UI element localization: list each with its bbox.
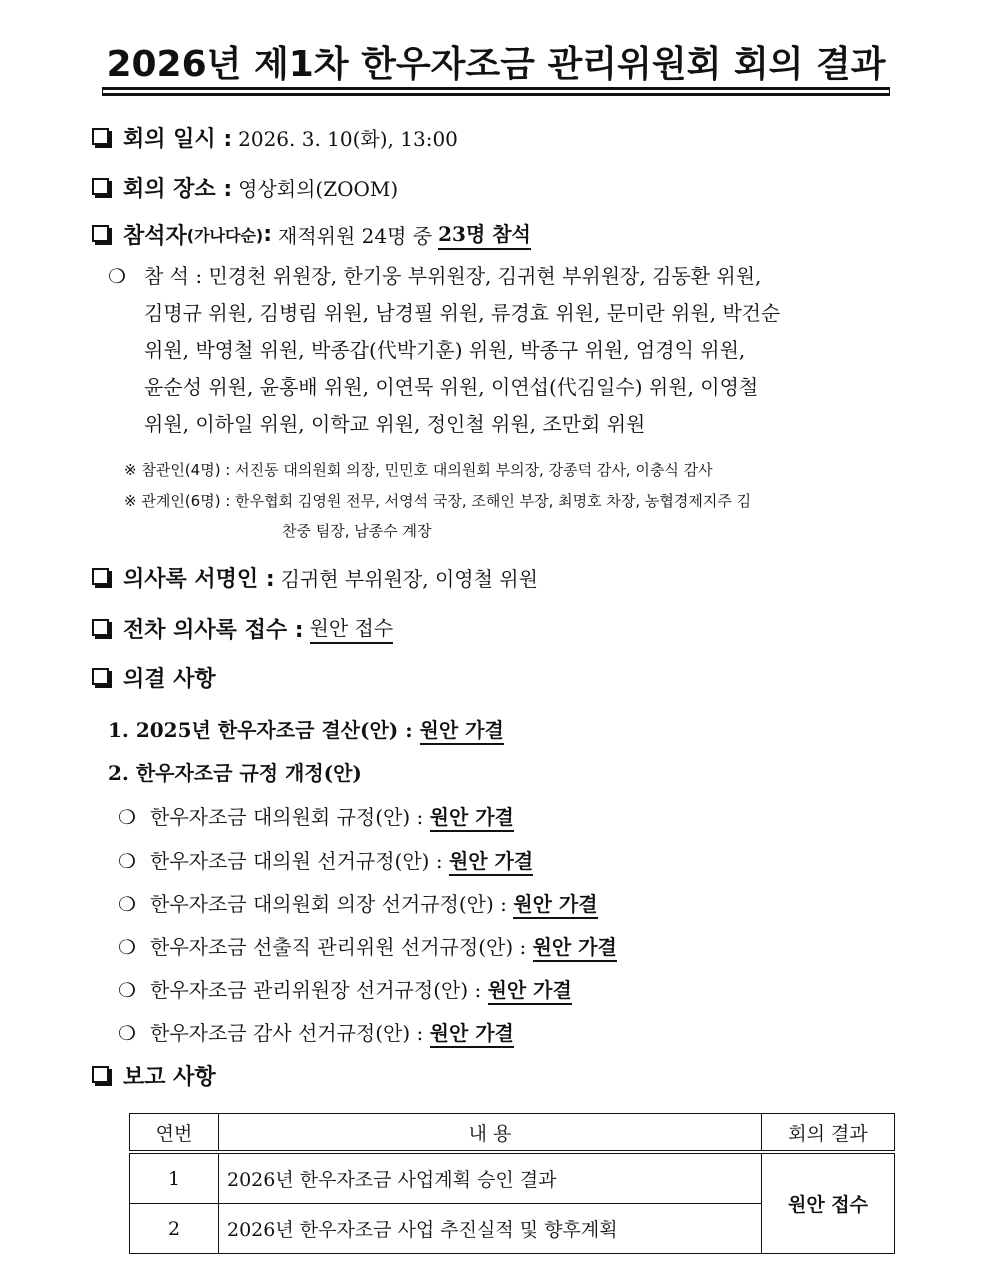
minutes-signer-label: 의사록 서명인 : [123,567,275,592]
report-table [129,1113,895,1254]
checkbox-square-icon [92,178,109,195]
stakeholders-note: ※ 관계인(6명) : 한우협회 김영원 전무, 서영석 국장, 조해인 부장, 최명호 차장, 농협경제지주 김 [124,492,752,510]
resolutions-label: 의결 사항 [123,667,216,692]
report-label: 보고 사항 [123,1065,216,1090]
meeting-date-value: 2026. 3. 10(화), 13:00 [238,127,458,151]
circle-bullet-icon: ❍ [118,849,136,873]
checkbox-square-icon [92,128,109,145]
circle-bullet-icon: ❍ [118,805,136,829]
column-header: 내 용 [219,1114,762,1153]
attendance-line: 참 석 : 민경천 위원장, 한기웅 부위원장, 김귀현 부위원장, 김동환 위원, [144,264,762,288]
attendees-colon: : [263,221,273,247]
minutes-signer-value: 김귀현 부위원장, 이영철 위원 [280,567,538,591]
resolution-result: 원안 가결 [430,1021,514,1048]
table-row [130,1152,895,1204]
column-header: 연번 [130,1114,219,1153]
resolution-subitem: ❍ 한우자조금 대의원회 규정(안) : 원안 가결 [118,801,514,830]
resolution-result: 원안 가결 [449,849,533,876]
resolution-subitem: ❍ 한우자조금 대의원 선거규정(안) : 원안 가결 [118,845,533,874]
checkbox-square-icon [92,619,109,636]
resolution-subitem: ❍ 한우자조금 대의원회 의장 선거규정(안) : 원안 가결 [118,888,598,917]
prev-minutes-section [92,612,393,644]
resolution-result: 원안 가결 [533,935,617,962]
meeting-place-value: 영상회의(ZOOM) [238,177,399,201]
stakeholders-note-cont: 찬중 팀장, 남종수 계장 [282,522,432,540]
meeting-date-label: 회의 일시 : [123,127,233,152]
circle-bullet-icon: ❍ [118,1021,136,1045]
resolution-subitem: ❍ 한우자조금 선출직 관리위원 선거규정(안) : 원안 가결 [118,931,617,960]
resolution-result: 원안 가결 [513,892,597,919]
circle-bullet-icon: ❍ [118,978,136,1002]
checkbox-square-icon [92,568,109,585]
prev-minutes-value: 원안 접수 [310,612,394,644]
attendance-line: 위원, 박영철 위원, 박종갑(代박기훈) 위원, 박종구 위원, 엄경익 위원, [144,338,746,362]
minutes-signer-section [92,562,538,593]
meeting-date-section [92,122,458,153]
observers-note: ※ 참관인(4명) : 서진동 대의원회 의장, 민민호 대의원회 부의장, 강종덕 감사, 이충식 감사 [124,461,713,479]
row-number: 2 [130,1204,219,1254]
resolution-subitem: ❍ 한우자조금 감사 선거규정(안) : 원안 가결 [118,1017,514,1046]
checkbox-square-icon [92,668,109,685]
circle-bullet-icon: ❍ [118,892,136,916]
attendance-line: 김명규 위원, 김병림 위원, 남경필 위원, 류경효 위원, 문미란 위원, 박건순 [144,301,781,325]
attendees-present: 23명 참석 [438,218,531,250]
meeting-place-label: 회의 장소 : [123,177,233,202]
attendees-label: 참석자 [123,223,187,249]
checkbox-square-icon [92,225,109,242]
column-header: 회의 결과 [762,1114,895,1153]
checkbox-square-icon [92,1066,109,1083]
row-number: 1 [130,1152,219,1204]
attendees-label-suffix: (가나다순) [186,225,264,245]
circle-bullet-icon: ❍ [108,264,126,288]
attendance-line: 윤순성 위원, 윤홍배 위원, 이연묵 위원, 이연섭(代김일수) 위원, 이영철 [144,375,759,399]
report-section [92,1060,216,1091]
attendees-count: 재적위원 24명 중 [278,223,433,248]
table-header-row [130,1114,895,1153]
resolution-result: 원안 가결 [420,718,504,745]
resolution-subitem: ❍ 한우자조금 관리위원장 선거규정(안) : 원안 가결 [118,974,572,1003]
row-content: 2026년 한우자조금 사업계획 승인 결과 [219,1152,762,1204]
meeting-place-section [92,172,398,203]
prev-minutes-label: 전차 의사록 접수 : [123,617,304,643]
document-title: 2026년 제1차 한우자조금 관리위원회 회의 결과 [0,36,992,87]
resolutions-section [92,662,216,693]
circle-bullet-icon: ❍ [118,935,136,959]
resolution-item-1: 1. 2025년 한우자조금 결산(안) : 원안 가결 [108,714,504,743]
attendance-line: 위원, 이하일 위원, 이학교 위원, 정인철 위원, 조만회 위원 [144,412,646,436]
row-content: 2026년 한우자조금 사업 추진실적 및 향후계획 [219,1204,762,1254]
resolution-result: 원안 가결 [430,805,514,832]
report-result: 원안 접수 [762,1152,895,1254]
resolution-result: 원안 가결 [488,978,572,1005]
resolution-item-2: 2. 한우자조금 규정 개정(안) [108,761,362,785]
attendees-section [92,218,531,250]
